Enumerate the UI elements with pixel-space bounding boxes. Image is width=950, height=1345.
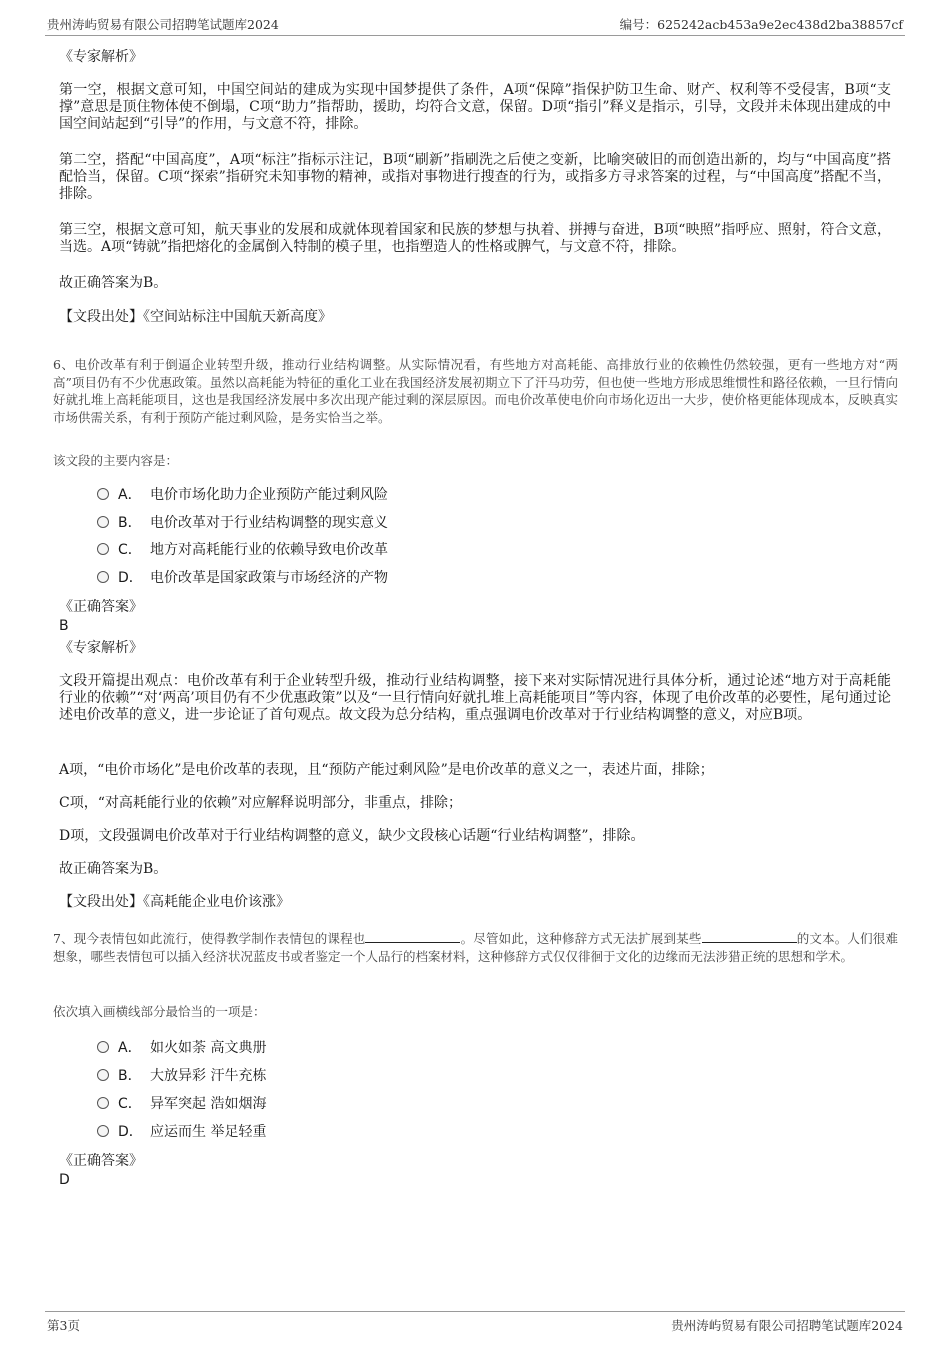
q6-analysis-p2: A项，“电价市场化”是电价改革的表现，且“预防产能过剩风险”是电价改革的意义之一，表述片面，排除； — [59, 762, 714, 778]
fill-blank-2 — [702, 930, 797, 943]
q6-analysis-title: 《专家解析》 — [59, 640, 143, 656]
q5-analysis-p2: 第二空，搭配“中国高度”，A项“标注”指标示注记，B项“刷新”指刷洗之后使之变新，比喻突破旧的而创造出新的，均与“中国高度”搭配恰当，保留。C项“探索”指研究未知事物的精神，或指对事物进行搜查的行为，或指多方寻求答案的过程，与“中国高度”搭配不当，排除。 — [59, 152, 891, 202]
radio-icon[interactable] — [97, 488, 109, 500]
q6-analysis-p4: D项，文段强调电价改革对于行业结构调整的意义，缺少文段核心话题“行业结构调整”，排除。 — [59, 828, 645, 844]
q7-answer: D — [59, 1172, 70, 1188]
q6-stem: 6、电价改革有利于倒逼企业转型升级，推动行业结构调整。从实际情况看，有些地方对高耗能、高排放行业的依赖性仍然较强，更有一些地方对“两高”项目仍有不少优惠政策。虽然以高耗能为特征的重化工业在我国经济发展初期立下了汗马功劳，但也使一些地方形成思维惯性和路径依赖，一旦行情向好就扎堆上高耗能项目，这也是我国经济发展中多次出现产能过剩的深层原因。而电价改革使电价向市场化迈出一大步，使价格更能体现成本，反映真实市场供需关系，有利于预防产能过剩风险，是务实恰当之举。 — [53, 357, 898, 425]
q6-option-a[interactable]: A． 电价市场化助力企业预防产能过剩风险 — [97, 485, 388, 505]
q6-source: 【文段出处】《高耗能企业电价该涨》 — [59, 894, 290, 910]
fill-blank-1 — [365, 930, 460, 943]
radio-icon[interactable] — [97, 516, 109, 528]
q6-option-b[interactable]: B． 电价改革对于行业结构调整的现实意义 — [97, 513, 388, 533]
page-number: 第3页 — [47, 1318, 80, 1333]
q7-stem: 7、现今表情包如此流行，使得教学制作表情包的课程也 。尽管如此，这种修辞方式无法扩展到某些 的文本。人们很难想象，哪些表情包可以插入经济状况蓝皮书或者鉴定一个人品行的档案材料，这种修辞方式仅仅徘徊于文化的边缘而无法涉猎正统的思想和学术。 — [53, 931, 898, 964]
page-footer — [45, 1311, 905, 1334]
radio-icon[interactable] — [97, 1097, 109, 1109]
q7-option-d[interactable]: D． 应运而生 举足轻重 — [97, 1122, 266, 1142]
q5-conclusion: 故正确答案为B。 — [59, 275, 168, 291]
radio-icon[interactable] — [97, 543, 109, 555]
document-id: 编号：625242acb453a9e2ec438d2ba38857cf — [619, 17, 903, 32]
q6-option-d[interactable]: D． 电价改革是国家政策与市场经济的产物 — [97, 568, 388, 588]
q6-option-c[interactable]: C． 地方对高耗能行业的依赖导致电价改革 — [97, 540, 388, 560]
q6-answer: B — [59, 618, 69, 634]
q7-prompt: 依次填入画横线部分最恰当的一项是： — [53, 1004, 266, 1019]
q5-analysis-title: 《专家解析》 — [59, 49, 143, 65]
radio-icon[interactable] — [97, 1041, 109, 1053]
radio-icon[interactable] — [97, 1069, 109, 1081]
header-title: 贵州涛屿贸易有限公司招聘笔试题库2024 — [47, 17, 279, 32]
q7-option-b[interactable]: B． 大放异彩 汗牛充栋 — [97, 1066, 266, 1086]
q6-analysis-p1: 文段开篇提出观点：电价改革有利于企业转型升级，推动行业结构调整，接下来对实际情况进行具体分析，通过论述“地方对于高耗能行业的依赖”“对‘两高’项目仍有不少优惠政策”以及“一旦行情向好就扎堆上高耗能项目”等内容，体现了电价改革的必要性，尾句通过论述电价改革的意义，进一步论证了首句观点。故文段为总分结构，重点强调电价改革对于行业结构调整的意义，对应B项。 — [59, 673, 891, 723]
q6-answer-title: 《正确答案》 — [59, 599, 143, 615]
q5-source: 【文段出处】《空间站标注中国航天新高度》 — [59, 309, 332, 325]
q7-option-a[interactable]: A． 如火如荼 高文典册 — [97, 1038, 266, 1058]
q6-analysis-p3: C项，“对高耗能行业的依赖”对应解释说明部分，非重点，排除； — [59, 795, 463, 811]
footer-title: 贵州涛屿贸易有限公司招聘笔试题库2024 — [671, 1318, 903, 1333]
q5-analysis-p1: 第一空，根据文意可知，中国空间站的建成为实现中国梦提供了条件，A项“保障”指保护防卫生命、财产、权利等不受侵害，B项“支撑”意思是顶住物体使不倒塌，C项“助力”指帮助，援助，均符合文意，保留。D项“指引”释义是指示，引导，文段并未体现出建成的中国空间站起到“引导”的作用，与文意不符，排除。 — [59, 82, 891, 132]
radio-icon[interactable] — [97, 571, 109, 583]
q7-option-c[interactable]: C． 异军突起 浩如烟海 — [97, 1094, 266, 1114]
q7-answer-title: 《正确答案》 — [59, 1153, 143, 1169]
q6-prompt: 该文段的主要内容是： — [53, 453, 179, 468]
q6-conclusion: 故正确答案为B。 — [59, 861, 168, 877]
q5-analysis-p3: 第三空，根据文意可知，航天事业的发展和成就体现着国家和民族的梦想与执着、拼搏与奋进，B项“映照”指呼应、照射，符合文意，当选。A项“铸就”指把熔化的金属倒入特制的模子里，也指塑造人的性格或脾气，与文意不符，排除。 — [59, 222, 891, 255]
radio-icon[interactable] — [97, 1125, 109, 1137]
page-header — [45, 13, 905, 36]
